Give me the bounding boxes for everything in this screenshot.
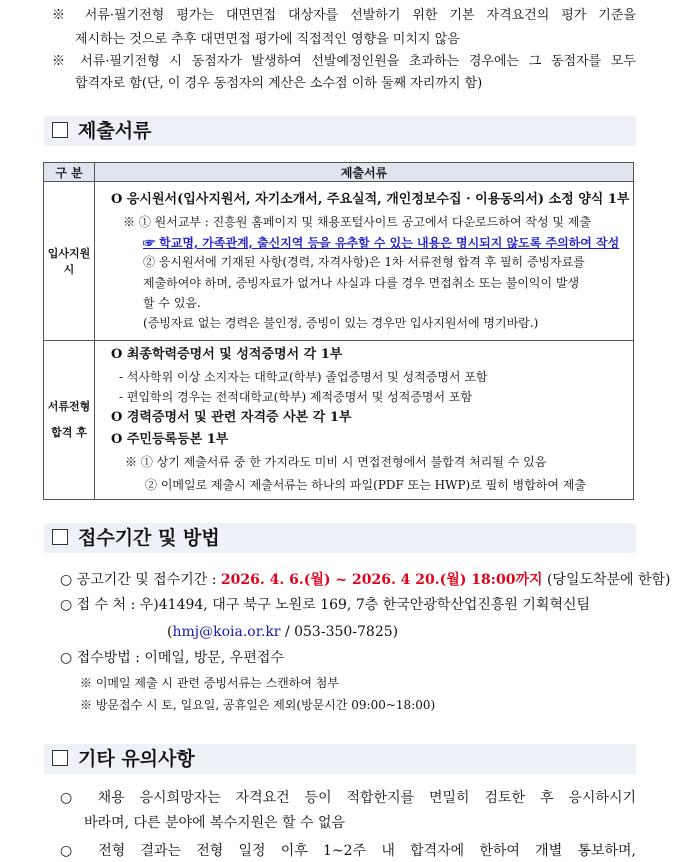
documents-table (43, 162, 634, 500)
doc-line: - 편입학의 경우는 전적대학교(학부) 제적증명서 및 성적증명서 포함 (119, 390, 473, 404)
note-line: ○ 전형 결과는 전형 일정 이후 1~2주 내 합격자에 한하여 개별 통보하며, (60, 843, 636, 859)
header-documents: 제출서류 (95, 163, 634, 182)
doc-line: ② 이메일로 제출시 제출서류는 하나의 파일(PDF 또는 HWP)로 필히 병합하여 제출 (145, 478, 586, 492)
header-category: 구 분 (44, 163, 95, 182)
doc-line: O 응시원서(입사지원서, 자기소개서, 주요실적, 개인정보수집 · 이용동의서) 소정 양식 1부 (111, 192, 630, 207)
note-line: ○ 채용 응시희망자는 자격요건 등이 적합한지를 면밀히 검토한 후 응시하시기 (60, 790, 636, 806)
contact-line (167, 622, 398, 642)
checkbox-square-icon (52, 529, 68, 545)
period-line (60, 570, 671, 590)
method-note: ※ 방문접수 시 토, 일요일, 공휴일은 제외(방문시간 09:00~18:00) (80, 698, 436, 712)
doc-warning-line: ☞ 학교명, 가족관계, 출신지역 등을 유추할 수 있는 내용은 명시되지 않도록 주의하여 작성 (143, 236, 620, 250)
paren: ( (167, 624, 173, 640)
section-title: 기타 유의사항 (78, 748, 195, 770)
period-label: ○ 공고기간 및 접수기간 : (60, 572, 217, 588)
email-link[interactable]: hmj@koia.or.kr (172, 624, 281, 640)
row-content-application (95, 182, 634, 341)
note-top-2-cont: 합격자로 함(단, 이 경우 동점자의 계산은 소수점 이하 둘째 자리까지 함) (75, 76, 483, 91)
section-header-application-period (44, 523, 636, 553)
row-label-after-screening (44, 341, 95, 500)
note-top-1-cont: 제시하는 것으로 추후 대면면접 평가에 직접적인 영향을 미치지 않음 (75, 32, 460, 47)
doc-line: O 경력증명서 및 관련 자격증 사본 각 1부 (111, 410, 352, 425)
section-title: 제출서류 (78, 120, 152, 142)
note-top-1: ※ 서류·필기전형 평가는 대면면접 대상자를 선발하기 위한 기본 자격요건의 평가 기준을 (52, 8, 636, 23)
section-header-documents (44, 116, 636, 146)
doc-line: 할 수 있음. (143, 296, 201, 310)
place-value: 우)41494, 대구 북구 노원로 169, 7층 한국안광학산업진흥원 기획혁신팀 (139, 597, 591, 613)
method-note: ※ 이메일 제출 시 관련 증빙서류는 스캔하여 첨부 (80, 676, 339, 690)
section-header-other-notes (44, 744, 636, 774)
label-line: 합격 후 (51, 426, 87, 439)
section-title: 접수기간 및 방법 (78, 527, 220, 549)
label-line: 서류전형 (47, 400, 91, 413)
doc-line: ② 응시원서에 기재된 사항(경력, 자격사항)은 1차 서류전형 합격 후 필히 증빙자료를 (143, 255, 585, 269)
doc-line: - 석사학위 이상 소지자는 대학교(학부) 졸업증명서 및 성적증명서 포함 (119, 370, 488, 384)
period-note: (당일도착분에 한함) (546, 572, 671, 588)
checkbox-square-icon (52, 122, 68, 138)
doc-line: (증빙자료 없는 경력은 불인정, 증빙이 있는 경우만 입사지원서에 명기바람.) (143, 316, 539, 330)
doc-line: O 주민등록등본 1부 (111, 432, 229, 447)
doc-line: ※ ① 상기 제출서류 중 한 가지라도 미비 시 면접전형에서 불합격 처리될 수 있음 (125, 455, 547, 469)
doc-line: ※ ① 원서교부 : 진흥원 홈페이지 및 채용포털사이트 공고에서 다운로드하여 작성 및 제출 (123, 215, 591, 229)
period-value: 2026. 4. 6.(월) ~ 2026. 4 20.(월) 18:00까지 (220, 572, 543, 588)
checkbox-square-icon (52, 750, 68, 766)
doc-line: O 최종학력증명서 및 성적증명서 각 1부 (111, 347, 343, 362)
row-content-after-screening (95, 341, 634, 500)
doc-line: 제출하여야 하며, 증빙자료가 없거나 사실과 다를 경우 면접취소 또는 불이익이 발생 (143, 276, 580, 290)
method-line: ○ 접수방법 : 이메일, 방문, 우편접수 (60, 650, 284, 666)
note-top-2: ※ 서류·필기전형 시 동점자가 발생하여 선발예정인원을 초과하는 경우에는 그 동점자를 모두 (52, 54, 636, 69)
row-label-application: 입사지원시 (44, 182, 95, 341)
place-label: ○ 접 수 처 : (60, 597, 136, 613)
phone-number: / 053-350-7825) (284, 624, 399, 640)
place-line (60, 595, 590, 615)
note-line: 바라며, 다른 분야에 복수지원은 할 수 없음 (84, 815, 346, 831)
